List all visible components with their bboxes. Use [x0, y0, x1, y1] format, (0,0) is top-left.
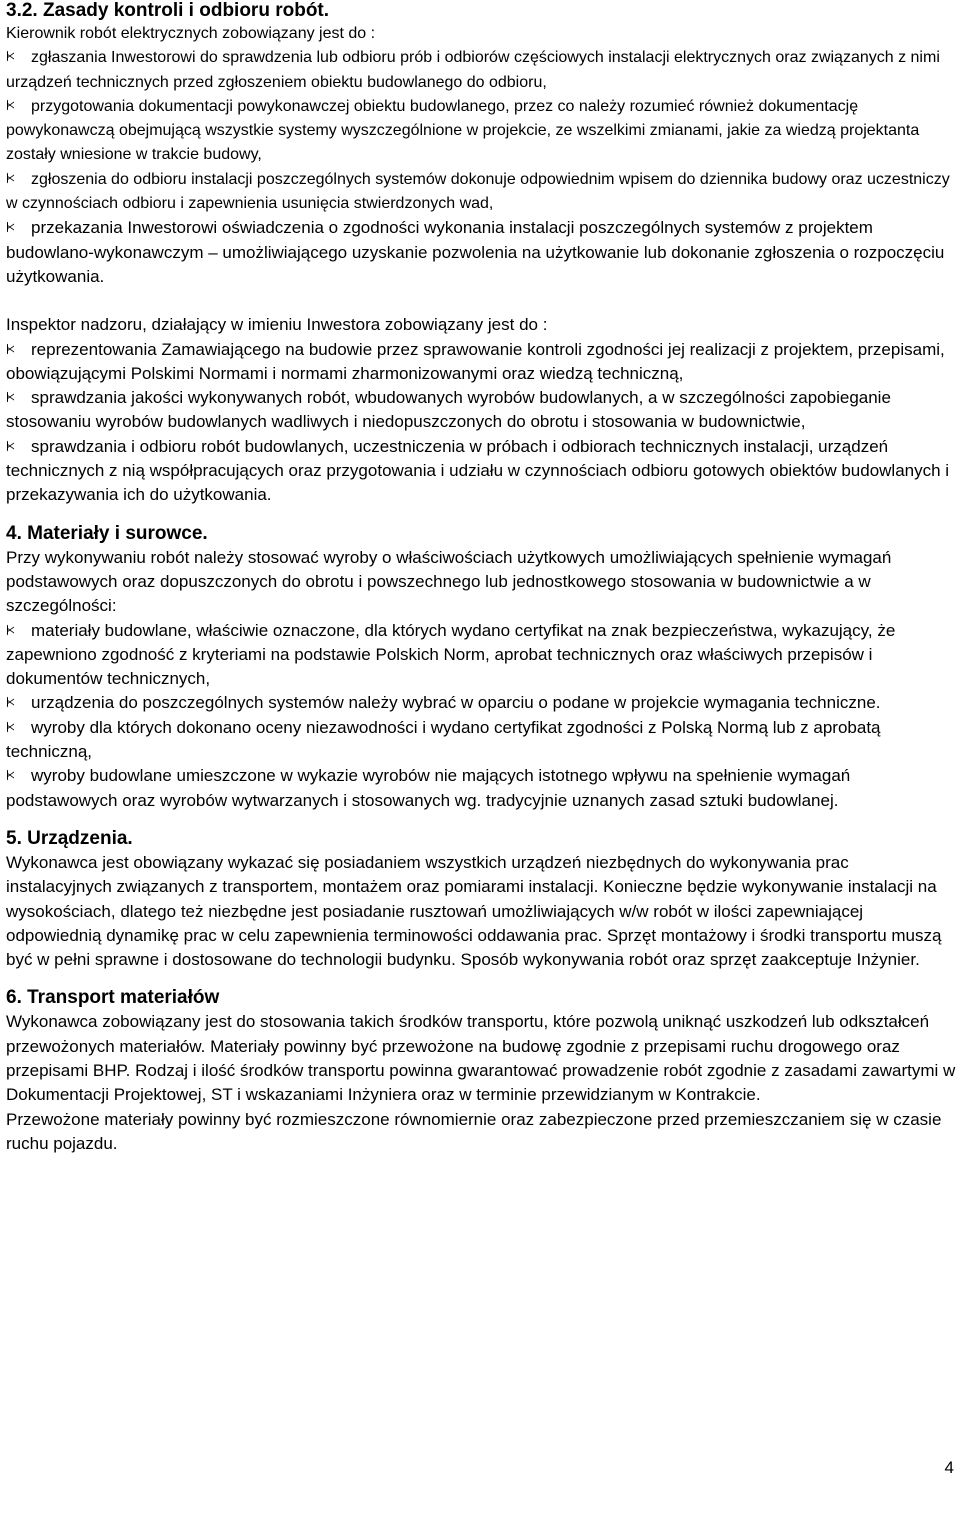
arrow-bullet-icon — [6, 769, 14, 781]
list-item: reprezentowania Zamawiającego na budowie przez sprawowanie kontroli zgodności jej realizacji z projektem, przepisami, obowiązującymi Polskimi Normami i normami zharmonizowanymi oraz wiedzą techniczną, — [6, 339, 945, 383]
inspector-intro: Inspektor nadzoru, działający w imieniu Inwestora zobowiązany jest do : — [6, 315, 548, 335]
document-page — [6, 0, 956, 1156]
arrow-bullet-icon — [6, 221, 14, 233]
arrow-bullet-icon — [6, 343, 14, 355]
section-4-intro: Przy wykonywaniu robót należy stosować wyroby o właściwościach użytkowych umożliwiających spełnienie wymagań podstawowych oraz dopuszczonych do obrotu i powszechnego lub jednostkowego stosowania w budownictwie a w szczególności: — [6, 547, 892, 616]
arrow-bullet-icon — [6, 696, 14, 708]
list-item: przekazania Inwestorowi oświadczenia o zgodności wykonania instalacji poszczególnych systemów z projektem budowlano-wykonawczym – umożliwiającego uzyskanie pozwolenia na użytkowanie lub dokonanie zgłoszenia o rozpoczęciu użytkowania. — [6, 218, 945, 286]
page-number: 4 — [944, 1458, 954, 1477]
arrow-bullet-icon — [6, 172, 14, 184]
section-6-heading: 6. Transport materiałów — [6, 987, 220, 1009]
list-item: zgłaszania Inwestorowi do sprawdzenia lub odbioru prób i odbiorów częściowych instalacji elektrycznych oraz związanych z nimi urządzeń technicznych przed zgłoszeniem obiektu budowlanego do odbioru, — [6, 49, 940, 91]
section-4-heading: 4. Materiały i surowce. — [6, 522, 208, 544]
section-6-body-2: Przewożone materiały powinny być rozmieszczone równomiernie oraz zabezpieczone przed przemieszczaniem się w czasie ruchu pojazdu. — [6, 1109, 942, 1153]
list-item: zgłoszenia do odbioru instalacji poszczególnych systemów dokonuje odpowiednim wpisem do dziennika budowy oraz uczestniczy w czynnościach odbioru i zapewnienia usunięcia stwierdzonych wad, — [6, 170, 950, 213]
list-item: przygotowania dokumentacji powykonawczej obiektu budowlanego, przez co należy rozumieć również dokumentację powykonawczą obejmującą wszystkie systemy wyszczególnione w projekcie, ze wszelkimi zmianami, jakie za wiedzą projektanta zostały wniesione w trakcie budowy, — [6, 97, 920, 164]
arrow-bullet-icon — [6, 721, 14, 733]
arrow-bullet-icon — [6, 391, 14, 403]
list-item: wyroby budowlane umieszczone w wykazie wyrobów nie mających istotnego wpływu na spełnienie wymagań podstawowych oraz wyrobów wytwarzanych i stosowanych wg. tradycyjnie uznanych zasad sztuki budowlanej. — [6, 766, 851, 810]
list-item: urządzenia do poszczególnych systemów należy wybrać w oparciu o podane w projekcie wymagania techniczne. — [6, 691, 956, 715]
section-3-2-heading: 3.2. Zasady kontroli i odbioru robót. — [6, 0, 330, 21]
list-item: wyroby dla których dokonano oceny niezawodności i wydano certyfikat zgodności z Polską Normą lub z aprobatą techniczną, — [6, 717, 881, 762]
list-item: sprawdzania i odbioru robót budowlanych, uczestniczenia w próbach i odbiorach technicznych instalacji, urządzeń technicznych z nią współpracujących oraz przygotowania i udziału w czynnościach odbioru gotowych obiektów budowlanych i przekazywania ich do użytkowania. — [6, 436, 950, 505]
section-5-heading: 5. Urządzenia. — [6, 827, 133, 849]
arrow-bullet-icon — [6, 440, 14, 452]
arrow-bullet-icon — [6, 50, 14, 62]
section-6-body: Wykonawca zobowiązany jest do stosowania takich środków transportu, które pozwolą uniknąć uszkodzeń lub odkształceń przewożonych materiałów. Materiały powinny być przewożone na budowę zgodnie z przepisami ruchu drogowego oraz przepisami BHP. Rodzaj i ilość środków transportu powinna gwarantować prowadzenie robót zgodnie z zasadami zawartymi w Dokumentacji Projektowej, ST i wskazaniami Inżyniera oraz w terminie przewidzianym w Kontrakcie. — [6, 1012, 956, 1105]
list-item: sprawdzania jakości wykonywanych robót, wbudowanych wyrobów budowlanych, a w szczególności zapobieganie stosowaniu wyrobów budowlanych wadliwych i niedopuszczonych do obrotu i stosowania w budownictwie, — [6, 388, 891, 432]
spacer — [6, 289, 956, 313]
section-5-body: Wykonawca jest obowiązany wykazać się posiadaniem wszystkich urządzeń niezbędnych do wykonywania prac instalacyjnych związanych z transportem, montażem oraz pomiarami instalacji. Konieczne będzie wykonywanie instalacji na wysokościach, dlatego też niezbędne jest posiadanie rusztowań umożliwiających w/w robót w ilości zapewniającej odpowiednią dynamikę prac w celu zapewnienia terminowości oddawania prac. Sprzęt montażowy i środki transportu muszą być w pełni sprawne i dostosowane do technologii budynku. Sposób wykonywania robót oraz sprzęt zaakceptuje Inżynier. — [6, 852, 942, 970]
list-item: materiały budowlane, właściwie oznaczone, dla których wydano certyfikat na znak bezpieczeństwa, wykazujący, że zapewniono zgodność z kryteriami na podstawie Polskich Norm, aprobat technicznych oraz właściwych przepisów i dokumentów technicznych, — [6, 620, 896, 689]
spacer — [6, 972, 956, 986]
spacer — [6, 508, 956, 522]
arrow-bullet-icon — [6, 624, 14, 636]
spacer — [6, 813, 956, 827]
arrow-bullet-icon — [6, 99, 14, 111]
section-3-2-intro: Kierownik robót elektrycznych zobowiązany jest do : — [6, 25, 376, 42]
